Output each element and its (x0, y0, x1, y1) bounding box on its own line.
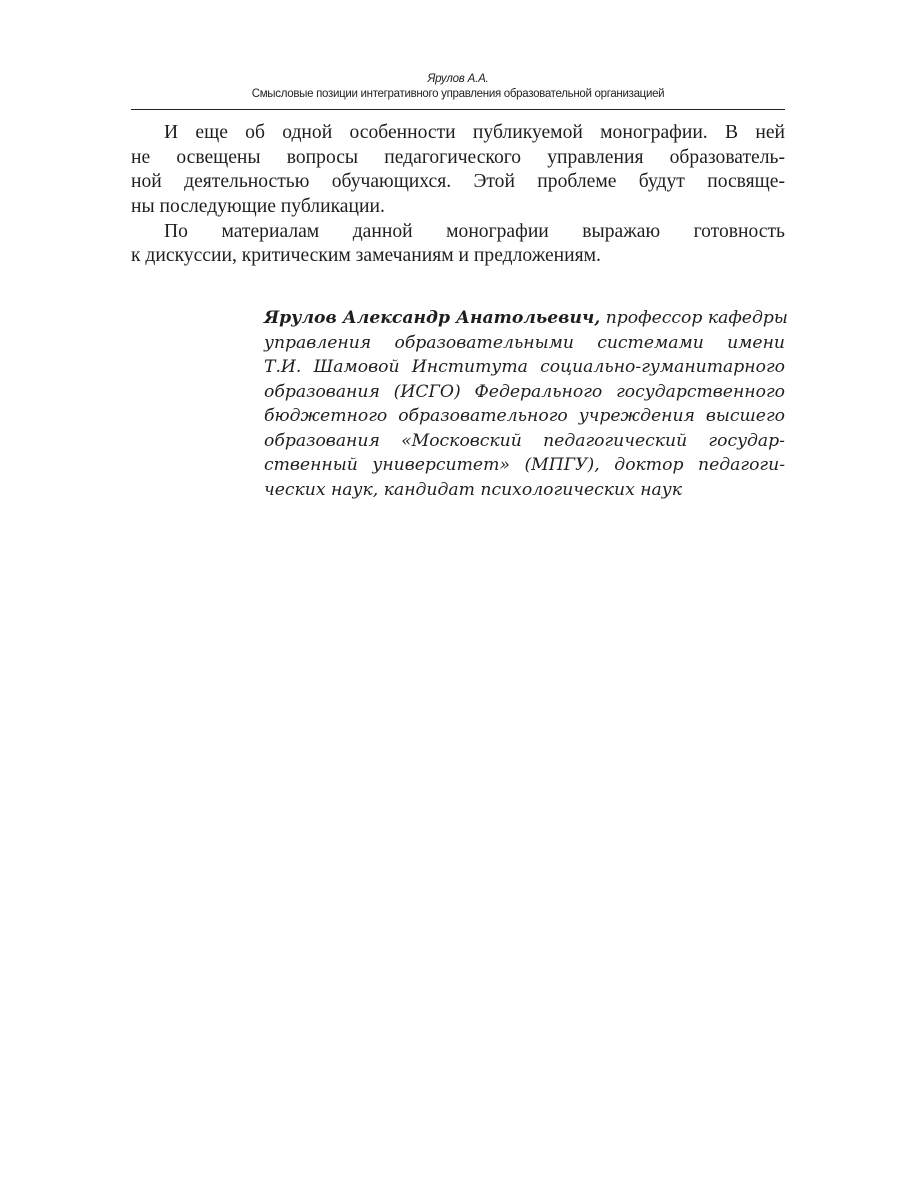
signature-line: образования «Московский педагогический государ- (264, 430, 785, 451)
header-author: Ярулов А.А. (427, 73, 489, 85)
text-line: к дискуссии, критическим замечаниям и предложениям. (131, 245, 601, 267)
signature-line: управления образовательными системами имени (264, 332, 785, 353)
paragraph-2 (131, 220, 785, 269)
text-line: И еще об одной особенности публикуемой монографии. В ней (164, 122, 785, 143)
text-line: ной деятельностью обучающихся. Этой проблеме будут посвяще- (131, 171, 785, 193)
body-text (131, 121, 785, 269)
signature-line: Т.И. Шамовой Института социально-гуманитарного (264, 357, 785, 377)
signature-first-line (264, 306, 788, 331)
text-line: не освещены вопросы педагогического управления образователь- (131, 146, 785, 168)
running-header (131, 72, 785, 102)
signature-line: ственный университет» (МПГУ), доктор педагоги- (264, 455, 785, 475)
signature-line: бюджетного образовательного учреждения высшего (264, 406, 785, 426)
signature-line: образования (ИСГО) Федерального государственного (264, 381, 785, 402)
text-line: По материалам данной монографии выражаю готовность (164, 220, 785, 242)
text-line: ны последующие публикации. (131, 196, 385, 218)
author-signature (264, 306, 788, 502)
author-name: Ярулов Александр Анатольевич, (264, 308, 601, 328)
signature-line: ческих наук, кандидат психологических наук (264, 479, 683, 500)
header-title: Смысловые позиции интегративного управления образовательной организацией (251, 88, 665, 100)
author-position: профессор кафедры (605, 308, 788, 328)
paragraph-1 (131, 121, 785, 220)
header-divider (131, 109, 785, 110)
